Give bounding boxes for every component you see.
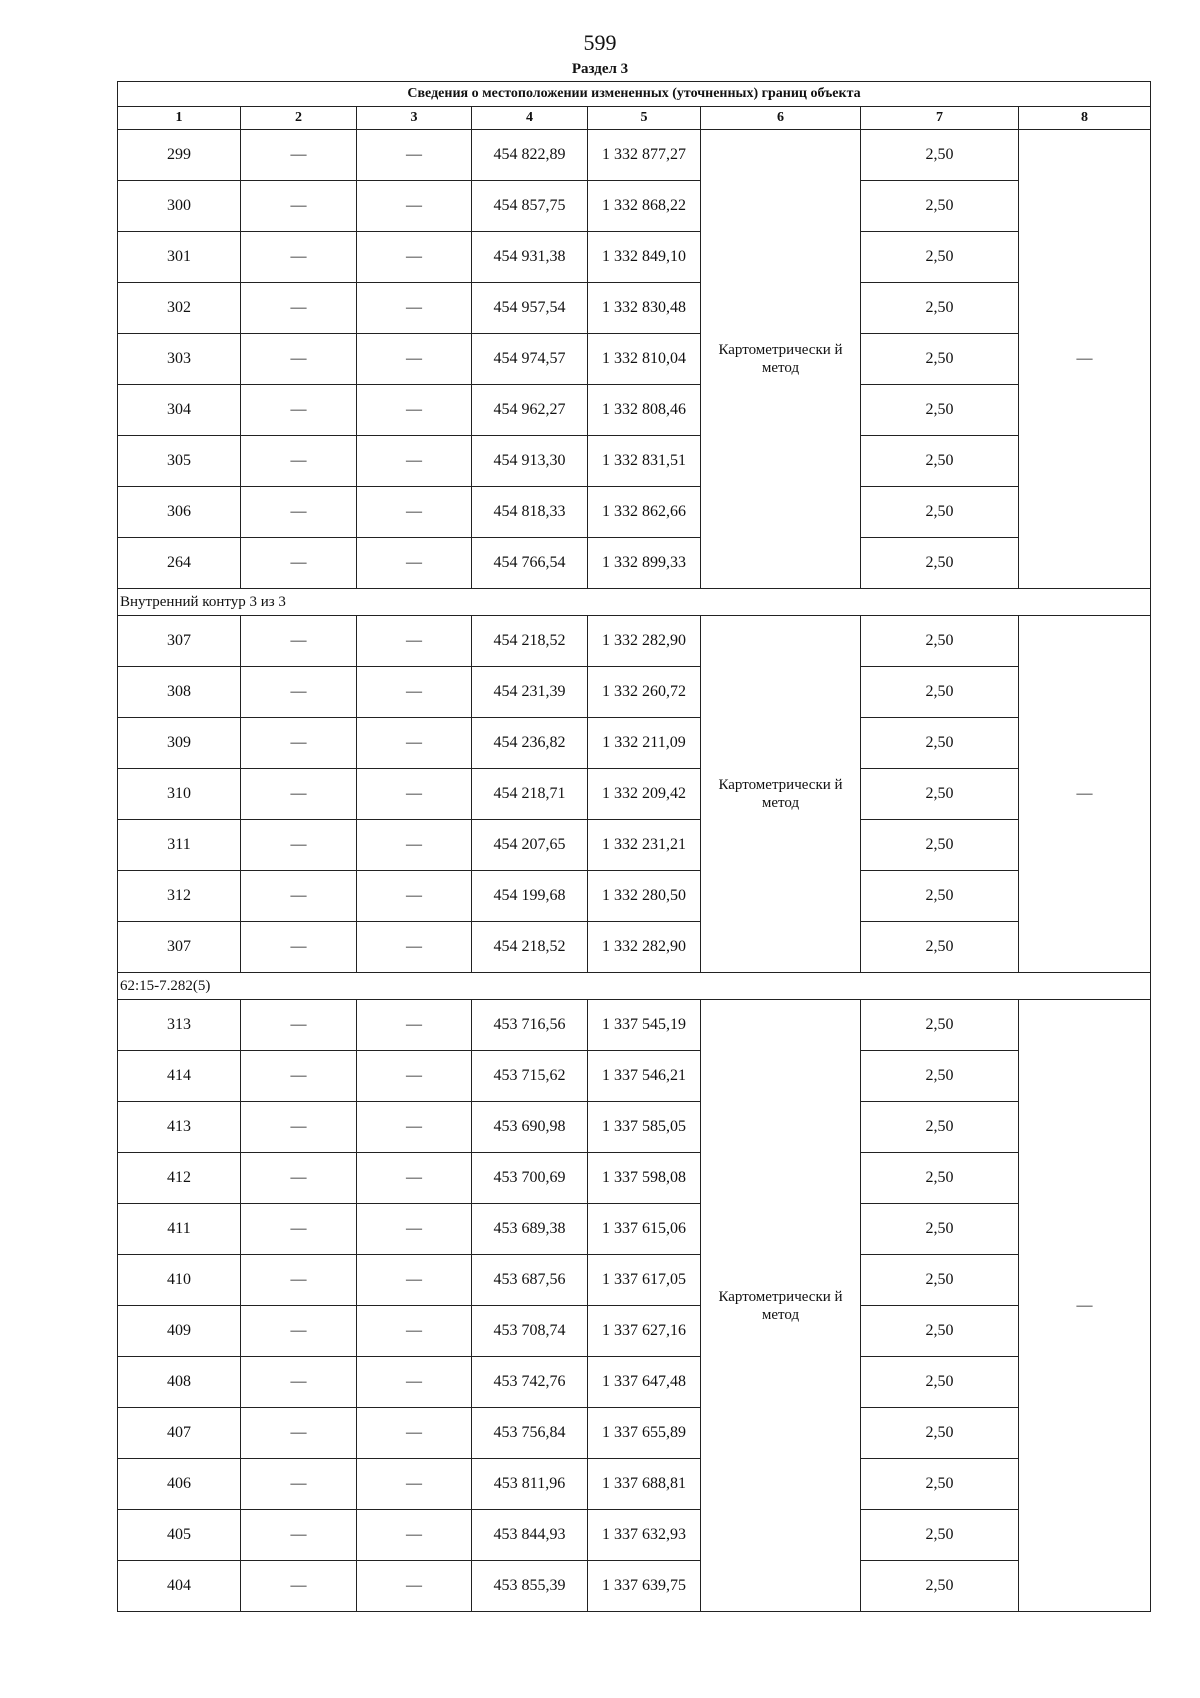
point-number: 313 <box>118 1000 241 1051</box>
accuracy-value: 2,50 <box>861 1459 1019 1510</box>
y-coordinate: 1 337 585,05 <box>588 1102 701 1153</box>
method-cell: Картометрически й метод <box>701 616 861 973</box>
table-row <box>118 1357 1151 1408</box>
accuracy-value: 2,50 <box>861 130 1019 181</box>
point-number: 305 <box>118 436 241 487</box>
point-number: 308 <box>118 667 241 718</box>
col2-value: — <box>241 616 357 667</box>
col2-value: — <box>241 538 357 589</box>
y-coordinate: 1 337 655,89 <box>588 1408 701 1459</box>
table-row <box>118 181 1151 232</box>
col2-value: — <box>241 769 357 820</box>
table-row <box>118 667 1151 718</box>
col3-value: — <box>357 538 472 589</box>
table-row <box>118 538 1151 589</box>
column-header: 4 <box>472 107 588 130</box>
x-coordinate: 454 962,27 <box>472 385 588 436</box>
accuracy-value: 2,50 <box>861 1051 1019 1102</box>
table-row <box>118 1459 1151 1510</box>
point-number: 302 <box>118 283 241 334</box>
x-coordinate: 453 756,84 <box>472 1408 588 1459</box>
y-coordinate: 1 337 598,08 <box>588 1153 701 1204</box>
col3-value: — <box>357 1459 472 1510</box>
point-number: 264 <box>118 538 241 589</box>
col3-value: — <box>357 1255 472 1306</box>
col2-value: — <box>241 667 357 718</box>
column-header: 5 <box>588 107 701 130</box>
col3-value: — <box>357 616 472 667</box>
col8-value: — <box>1019 616 1151 973</box>
accuracy-value: 2,50 <box>861 1102 1019 1153</box>
table-row <box>118 718 1151 769</box>
column-header: 3 <box>357 107 472 130</box>
point-number: 411 <box>118 1204 241 1255</box>
accuracy-value: 2,50 <box>861 1510 1019 1561</box>
point-number: 407 <box>118 1408 241 1459</box>
y-coordinate: 1 337 545,19 <box>588 1000 701 1051</box>
col2-value: — <box>241 1000 357 1051</box>
accuracy-value: 2,50 <box>861 436 1019 487</box>
point-number: 306 <box>118 487 241 538</box>
section-title: Раздел 3 <box>571 61 629 77</box>
col2-value: — <box>241 1102 357 1153</box>
col3-value: — <box>357 820 472 871</box>
x-coordinate: 453 716,56 <box>472 1000 588 1051</box>
col3-value: — <box>357 667 472 718</box>
table-row <box>118 616 1151 667</box>
point-number: 307 <box>118 616 241 667</box>
col2-value: — <box>241 1408 357 1459</box>
point-number: 404 <box>118 1561 241 1612</box>
x-coordinate: 453 708,74 <box>472 1306 588 1357</box>
table-row <box>118 1255 1151 1306</box>
col3-value: — <box>357 871 472 922</box>
table-row <box>118 1510 1151 1561</box>
x-coordinate: 453 811,96 <box>472 1459 588 1510</box>
table-title: Сведения о местоположении измененных (уточненных) границ объекта <box>118 82 1151 107</box>
table-row <box>118 820 1151 871</box>
col2-value: — <box>241 871 357 922</box>
y-coordinate: 1 332 849,10 <box>588 232 701 283</box>
x-coordinate: 454 857,75 <box>472 181 588 232</box>
table-row <box>118 871 1151 922</box>
point-number: 312 <box>118 871 241 922</box>
x-coordinate: 454 218,52 <box>472 616 588 667</box>
y-coordinate: 1 332 280,50 <box>588 871 701 922</box>
point-number: 307 <box>118 922 241 973</box>
x-coordinate: 453 742,76 <box>472 1357 588 1408</box>
accuracy-value: 2,50 <box>861 1561 1019 1612</box>
y-coordinate: 1 332 899,33 <box>588 538 701 589</box>
col8-value: — <box>1019 1000 1151 1612</box>
point-number: 299 <box>118 130 241 181</box>
x-coordinate: 453 689,38 <box>472 1204 588 1255</box>
col3-value: — <box>357 1306 472 1357</box>
col2-value: — <box>241 334 357 385</box>
col2-value: — <box>241 1051 357 1102</box>
col8-value: — <box>1019 130 1151 589</box>
y-coordinate: 1 337 639,75 <box>588 1561 701 1612</box>
point-number: 300 <box>118 181 241 232</box>
col3-value: — <box>357 436 472 487</box>
table-row <box>118 1306 1151 1357</box>
col2-value: — <box>241 718 357 769</box>
col3-value: — <box>357 487 472 538</box>
x-coordinate: 453 715,62 <box>472 1051 588 1102</box>
accuracy-value: 2,50 <box>861 616 1019 667</box>
point-number: 410 <box>118 1255 241 1306</box>
y-coordinate: 1 332 211,09 <box>588 718 701 769</box>
col3-value: — <box>357 769 472 820</box>
group-label: 62:15-7.282(5) <box>118 973 1151 1000</box>
x-coordinate: 454 818,33 <box>472 487 588 538</box>
x-coordinate: 454 218,71 <box>472 769 588 820</box>
table-row <box>118 1102 1151 1153</box>
col2-value: — <box>241 1204 357 1255</box>
col3-value: — <box>357 283 472 334</box>
point-number: 413 <box>118 1102 241 1153</box>
table-row <box>118 334 1151 385</box>
y-coordinate: 1 337 546,21 <box>588 1051 701 1102</box>
col3-value: — <box>357 130 472 181</box>
col2-value: — <box>241 436 357 487</box>
y-coordinate: 1 332 868,22 <box>588 181 701 232</box>
accuracy-value: 2,50 <box>861 385 1019 436</box>
accuracy-value: 2,50 <box>861 667 1019 718</box>
col2-value: — <box>241 385 357 436</box>
y-coordinate: 1 332 282,90 <box>588 922 701 973</box>
accuracy-value: 2,50 <box>861 1255 1019 1306</box>
col2-value: — <box>241 820 357 871</box>
y-coordinate: 1 332 877,27 <box>588 130 701 181</box>
accuracy-value: 2,50 <box>861 1204 1019 1255</box>
col3-value: — <box>357 334 472 385</box>
col2-value: — <box>241 181 357 232</box>
point-number: 301 <box>118 232 241 283</box>
col2-value: — <box>241 1153 357 1204</box>
accuracy-value: 2,50 <box>861 487 1019 538</box>
col3-value: — <box>357 1561 472 1612</box>
table-row <box>118 283 1151 334</box>
column-header: 6 <box>701 107 861 130</box>
accuracy-value: 2,50 <box>861 1153 1019 1204</box>
accuracy-value: 2,50 <box>861 718 1019 769</box>
table-row <box>118 922 1151 973</box>
y-coordinate: 1 332 231,21 <box>588 820 701 871</box>
y-coordinate: 1 332 862,66 <box>588 487 701 538</box>
col3-value: — <box>357 1102 472 1153</box>
accuracy-value: 2,50 <box>861 820 1019 871</box>
x-coordinate: 454 974,57 <box>472 334 588 385</box>
x-coordinate: 453 687,56 <box>472 1255 588 1306</box>
y-coordinate: 1 337 632,93 <box>588 1510 701 1561</box>
x-coordinate: 454 913,30 <box>472 436 588 487</box>
accuracy-value: 2,50 <box>861 232 1019 283</box>
table-row <box>118 1000 1151 1051</box>
y-coordinate: 1 337 647,48 <box>588 1357 701 1408</box>
col2-value: — <box>241 232 357 283</box>
col2-value: — <box>241 130 357 181</box>
y-coordinate: 1 337 617,05 <box>588 1255 701 1306</box>
x-coordinate: 454 236,82 <box>472 718 588 769</box>
col3-value: — <box>357 385 472 436</box>
accuracy-value: 2,50 <box>861 1000 1019 1051</box>
accuracy-value: 2,50 <box>861 181 1019 232</box>
table-row <box>118 1561 1151 1612</box>
point-number: 406 <box>118 1459 241 1510</box>
table-row <box>118 1408 1151 1459</box>
accuracy-value: 2,50 <box>861 283 1019 334</box>
point-number: 414 <box>118 1051 241 1102</box>
y-coordinate: 1 332 830,48 <box>588 283 701 334</box>
col3-value: — <box>357 922 472 973</box>
method-cell: Картометрически й метод <box>701 130 861 589</box>
x-coordinate: 454 207,65 <box>472 820 588 871</box>
col3-value: — <box>357 718 472 769</box>
col3-value: — <box>357 1510 472 1561</box>
x-coordinate: 453 855,39 <box>472 1561 588 1612</box>
y-coordinate: 1 337 627,16 <box>588 1306 701 1357</box>
accuracy-value: 2,50 <box>861 538 1019 589</box>
col2-value: — <box>241 1561 357 1612</box>
y-coordinate: 1 337 688,81 <box>588 1459 701 1510</box>
col3-value: — <box>357 181 472 232</box>
col3-value: — <box>357 1357 472 1408</box>
method-cell: Картометрически й метод <box>701 1000 861 1612</box>
x-coordinate: 454 199,68 <box>472 871 588 922</box>
table-row <box>118 1153 1151 1204</box>
col3-value: — <box>357 1000 472 1051</box>
point-number: 311 <box>118 820 241 871</box>
x-coordinate: 453 844,93 <box>472 1510 588 1561</box>
table-row <box>118 436 1151 487</box>
accuracy-value: 2,50 <box>861 871 1019 922</box>
boundary-coordinates-table <box>117 81 1151 1612</box>
point-number: 310 <box>118 769 241 820</box>
x-coordinate: 454 822,89 <box>472 130 588 181</box>
col3-value: — <box>357 1051 472 1102</box>
table-row <box>118 232 1151 283</box>
col2-value: — <box>241 1357 357 1408</box>
x-coordinate: 454 231,39 <box>472 667 588 718</box>
table-row <box>118 1051 1151 1102</box>
y-coordinate: 1 332 810,04 <box>588 334 701 385</box>
column-header: 8 <box>1019 107 1151 130</box>
y-coordinate: 1 332 282,90 <box>588 616 701 667</box>
accuracy-value: 2,50 <box>861 769 1019 820</box>
point-number: 309 <box>118 718 241 769</box>
group-label-row <box>118 589 1151 616</box>
point-number: 412 <box>118 1153 241 1204</box>
y-coordinate: 1 332 831,51 <box>588 436 701 487</box>
col3-value: — <box>357 1153 472 1204</box>
y-coordinate: 1 332 260,72 <box>588 667 701 718</box>
x-coordinate: 453 690,98 <box>472 1102 588 1153</box>
point-number: 405 <box>118 1510 241 1561</box>
y-coordinate: 1 337 615,06 <box>588 1204 701 1255</box>
col3-value: — <box>357 232 472 283</box>
group-label: Внутренний контур 3 из 3 <box>118 589 1151 616</box>
table-row <box>118 130 1151 181</box>
col2-value: — <box>241 1459 357 1510</box>
x-coordinate: 454 957,54 <box>472 283 588 334</box>
table-row <box>118 769 1151 820</box>
accuracy-value: 2,50 <box>861 922 1019 973</box>
accuracy-value: 2,50 <box>861 1408 1019 1459</box>
col2-value: — <box>241 1306 357 1357</box>
point-number: 408 <box>118 1357 241 1408</box>
point-number: 409 <box>118 1306 241 1357</box>
col3-value: — <box>357 1204 472 1255</box>
accuracy-value: 2,50 <box>861 1306 1019 1357</box>
table-row <box>118 385 1151 436</box>
x-coordinate: 454 931,38 <box>472 232 588 283</box>
x-coordinate: 454 218,52 <box>472 922 588 973</box>
col2-value: — <box>241 1255 357 1306</box>
point-number: 304 <box>118 385 241 436</box>
point-number: 303 <box>118 334 241 385</box>
column-header: 1 <box>118 107 241 130</box>
x-coordinate: 453 700,69 <box>472 1153 588 1204</box>
accuracy-value: 2,50 <box>861 334 1019 385</box>
col3-value: — <box>357 1408 472 1459</box>
table-row <box>118 1204 1151 1255</box>
column-header: 7 <box>861 107 1019 130</box>
col2-value: — <box>241 1510 357 1561</box>
y-coordinate: 1 332 209,42 <box>588 769 701 820</box>
page-number: 599 <box>583 30 617 55</box>
x-coordinate: 454 766,54 <box>472 538 588 589</box>
col2-value: — <box>241 922 357 973</box>
y-coordinate: 1 332 808,46 <box>588 385 701 436</box>
column-header: 2 <box>241 107 357 130</box>
group-label-row <box>118 973 1151 1000</box>
accuracy-value: 2,50 <box>861 1357 1019 1408</box>
col2-value: — <box>241 283 357 334</box>
table-row <box>118 487 1151 538</box>
col2-value: — <box>241 487 357 538</box>
